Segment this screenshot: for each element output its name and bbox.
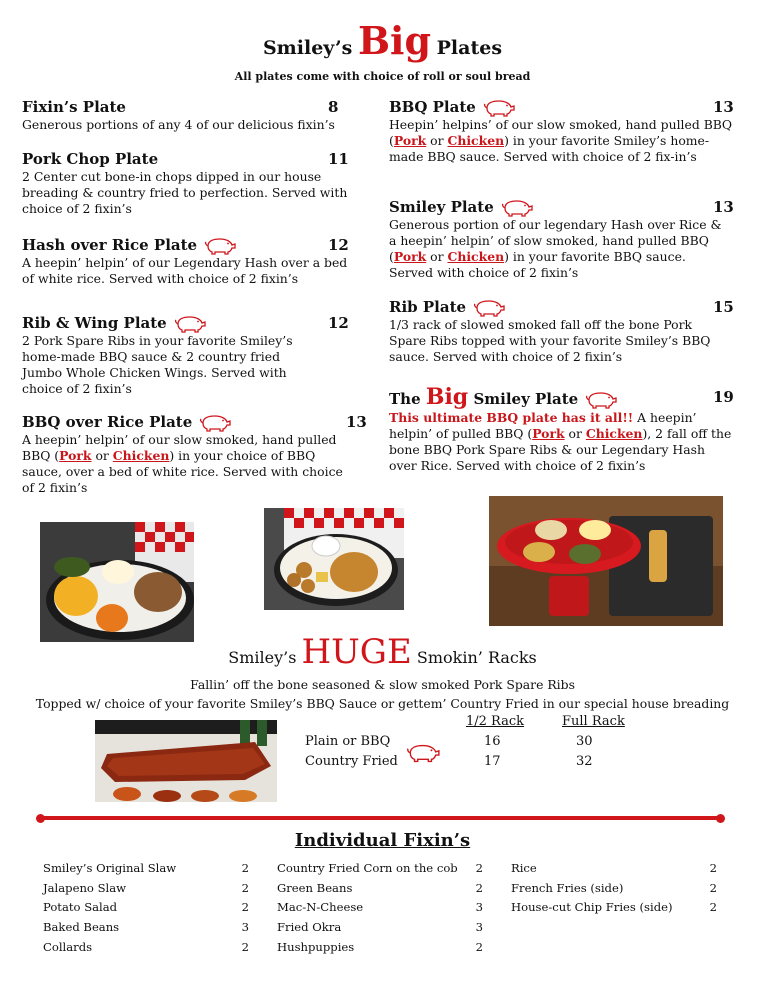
plate-desc: This ultimate BBQ plate has it all!! A heepin’ helpin’ of pulled BBQ (Pork or Chicken), 2 fall off the bone BBQ Pork Spare Ribs & our Legendary Hash over Rice. Served with choice of 2 fixin’s (389, 410, 732, 473)
plate-name: Fixin’s Plate (22, 98, 126, 116)
food-photo-big-smiley (489, 496, 723, 626)
pig-icon (198, 414, 232, 432)
fixins-column-2 (277, 861, 483, 959)
plate-hash-over-rice (22, 236, 357, 287)
pig-icon (203, 237, 237, 255)
list-item: Country Fried Corn on the cob 2 (277, 861, 483, 875)
section-divider (40, 816, 720, 820)
rack-row-name: Country Fried (305, 754, 398, 769)
title-pre: Smiley’s (262, 37, 353, 59)
plate-price: 8 (328, 98, 339, 116)
plate-price: 13 (713, 198, 734, 216)
plate-rib-wing (22, 314, 352, 397)
plate-price: 13 (713, 98, 734, 116)
fixins-column-3 (511, 861, 717, 920)
rack-row-full: 32 (576, 754, 593, 769)
plate-price: 11 (328, 150, 349, 168)
plate-name: BBQ Plate (389, 98, 476, 116)
chicken-option: Chicken (585, 426, 643, 441)
plate-name-big: Big (425, 384, 469, 410)
plate-desc: 1/3 rack of slowed smoked fall off the bone Pork Spare Ribs topped with your favorite Smiley’s BBQ sauce. Served with choice of 2 fixin’s (389, 317, 711, 364)
food-photo-ribs (95, 720, 277, 802)
racks-desc-2: Topped w/ choice of your favorite Smiley’s BBQ Sauce or gettem’ Country Fried in our special house breading (35, 696, 730, 711)
plate-pork-chop (22, 150, 350, 217)
plate-smiley (389, 198, 739, 281)
plate-desc: 2 Pork Spare Ribs in your favorite Smiley’s home-made BBQ sauce & 2 country fried Jumbo Whole Chicken Wings. Served with choice of 2 fixin’s (22, 333, 293, 396)
pork-option: Pork (393, 249, 427, 264)
pork-option: Pork (532, 426, 565, 441)
rack-row-full: 30 (576, 734, 593, 749)
plate-fixins (22, 98, 352, 133)
pig-icon (482, 99, 516, 117)
fixins-title: Individual Fixin’s (294, 830, 471, 851)
list-item: Hushpuppies 2 (277, 939, 483, 954)
plate-rib (389, 298, 739, 365)
list-item: Jalapeno Slaw 2 (43, 880, 249, 895)
plate-name: Hash over Rice Plate (22, 236, 198, 254)
rack-row-name: Plain or BBQ (305, 734, 391, 749)
rack-col-half: 1/2 Rack (466, 714, 525, 729)
plate-bbq (389, 98, 739, 165)
list-item: Green Beans 2 (277, 880, 483, 895)
chicken-option: Chicken (447, 249, 505, 264)
list-item: Baked Beans 3 (43, 920, 249, 935)
pig-icon (472, 299, 506, 317)
pig-icon (500, 199, 534, 217)
plate-bbq-over-rice (22, 413, 372, 496)
plate-desc: A heepin’ helpin’ of our slow smoked, hand pulled BBQ (Pork or Chicken) in your choice of BBQ sauce, over a bed of white rice. Served with choice of 2 fixin’s (22, 432, 343, 495)
rack-row-half: 17 (484, 754, 501, 769)
plate-desc: Generous portions of any 4 of our delicious fixin’s (22, 117, 335, 132)
title-big: Big (357, 18, 432, 63)
list-item: French Fries (side) 2 (511, 880, 717, 895)
plate-desc: Generous portion of our legendary Hash over Rice & a heepin’ helpin’ of slow smoked, hand pulled BBQ (Pork or Chicken) in your favorite BBQ sauce. Served with choice of 2 fixin’s (389, 217, 722, 280)
food-photo-bbq-basket (40, 522, 194, 642)
highlight-text: This ultimate BBQ plate has it all!! (389, 410, 634, 425)
divider-dot-left (36, 814, 45, 823)
rack-row-half: 16 (484, 734, 501, 749)
list-item: Rice 2 (511, 861, 717, 875)
list-item: Collards 2 (43, 939, 249, 954)
racks-title: Smiley’s HUGE Smokin’ Racks (228, 632, 537, 672)
list-item: Potato Salad 2 (43, 900, 249, 915)
list-item: House-cut Chip Fries (side) 2 (511, 900, 717, 915)
racks-title-huge: HUGE (301, 632, 412, 672)
plate-name: Pork Chop Plate (22, 150, 159, 168)
pork-option: Pork (393, 133, 427, 148)
list-item: Mac-N-Cheese 3 (277, 900, 483, 915)
plate-price: 13 (346, 413, 367, 431)
plate-price: 12 (328, 314, 349, 332)
title-post: Plates (436, 37, 503, 59)
rack-col-full: Full Rack (562, 714, 625, 729)
divider-dot-right (716, 814, 725, 823)
chicken-option: Chicken (112, 448, 170, 463)
pig-icon (173, 315, 207, 333)
plate-big-smiley: The Big Smiley Plate 19 This ultimate BBQ plate has it all!! A heepin’ helpin’ of pulled BBQ (Pork or Chicken), 2 fall off the bone BBQ Pork Spare Ribs & our Legendary Hash over Rice. Served with choice of 2 fixin’s (389, 384, 734, 473)
list-item: Smiley’s Original Slaw 2 (43, 861, 249, 875)
plate-name: BBQ over Rice Plate (22, 413, 193, 431)
plate-name: Smiley Plate (389, 198, 494, 216)
plate-name: Rib Plate (389, 298, 467, 316)
pig-icon (584, 391, 618, 409)
plate-name: Rib & Wing Plate (22, 314, 167, 332)
plate-price: 12 (328, 236, 349, 254)
racks-desc-1: Fallin’ off the bone seasoned & slow smoked Pork Spare Ribs (190, 677, 575, 692)
page-title (0, 18, 765, 63)
chicken-option: Chicken (447, 133, 505, 148)
fixins-column-1 (43, 861, 249, 959)
pig-icon (405, 743, 441, 763)
plate-desc: Heepin’ helpins’ of our slow smoked, hand pulled BBQ (Pork or Chicken) in your favorite Smiley’s home-made BBQ sauce. Served with choice of 2 fix-in’s (389, 117, 733, 164)
plate-price: 15 (713, 298, 734, 316)
plate-price: 19 (713, 388, 734, 406)
pork-option: Pork (59, 448, 92, 463)
subtitle: All plates come with choice of roll or soul bread (234, 70, 531, 83)
list-item: Fried Okra 3 (277, 920, 483, 935)
plate-desc: 2 Center cut bone-in chops dipped in our house breading & country fried to perfection. Served with choice of 2 fixin’s (22, 169, 348, 216)
plate-desc: A heepin’ helpin’ of our Legendary Hash over a bed of white rice. Served with choice of 2 fixin’s (22, 255, 348, 286)
food-photo-pork-chop (264, 508, 404, 610)
